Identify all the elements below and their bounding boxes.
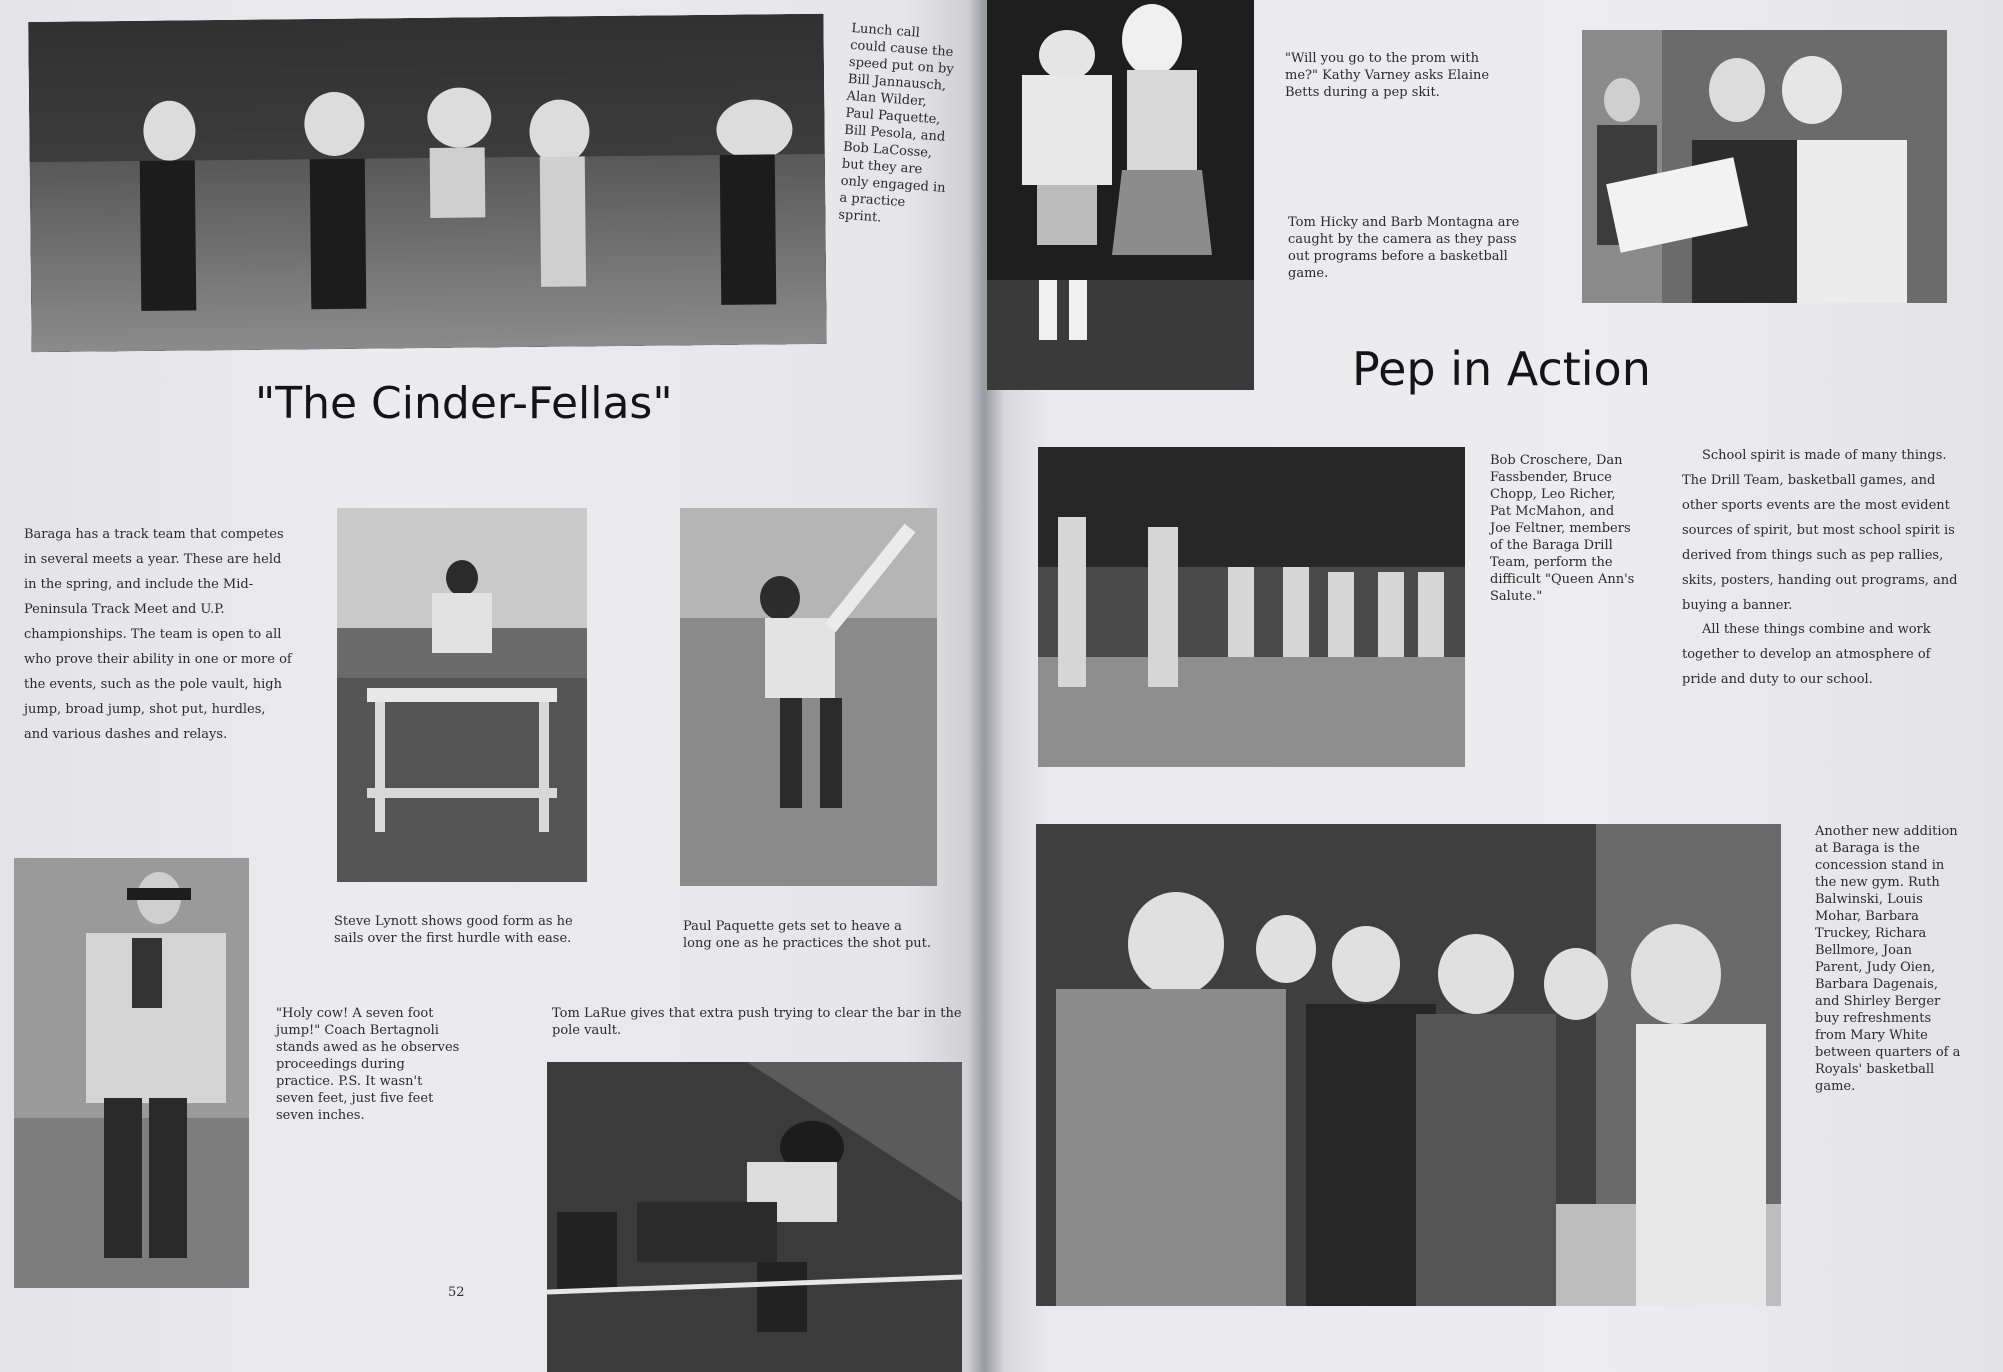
sprint-photo <box>28 14 826 352</box>
school-spirit-text-2: All these things combine and work together to develop an atmosphere of pride and duty to our school. <box>1682 622 1931 687</box>
school-spirit-text: School spirit is made of many things. The Drill Team, basketball games, and other sports events are the most evident sources of spirit, but most school spirit is derived from things such as pep rallies, skits, posters, handing out programs, and buying a banner. <box>1682 448 1958 613</box>
hurdle-caption: Steve Lynott shows good form as he sails over the first hurdle with ease. <box>334 914 573 946</box>
drill-team-caption: Bob Croschere, Dan Fassbender, Bruce Chopp, Leo Richer, Pat McMahon, and Joe Feltner, members of the Baraga Drill Team, perform the difficult "Queen Ann's Salute." <box>1490 453 1635 604</box>
shot-put-photo <box>680 508 937 886</box>
page-number: 52 <box>448 1285 465 1300</box>
right-headline: Pep in Action <box>1352 342 1651 396</box>
sprint-caption: Lunch call could cause the speed put on by Bill Jannausch, Alan Wilder, Paul Paquette, Bill Pesola, and Bob LaCosse, but they are only engaged in a practice sprint. <box>837 20 955 226</box>
concession-stand-photo <box>1036 824 1781 1306</box>
pole-vault-photo <box>547 1062 962 1372</box>
programs-caption: Tom Hicky and Barb Montagna are caught by the camera as they pass out programs before a basketball game. <box>1288 215 1520 281</box>
drill-team-photo <box>1038 447 1465 767</box>
coach-caption: "Holy cow! A seven foot jump!" Coach Bertagnoli stands awed as he observes proceedings during practice. P.S. It wasn't seven feet, just five feet seven inches. <box>276 1006 460 1123</box>
pole-vault-caption: Tom LaRue gives that extra push trying to clear the bar in the pole vault. <box>552 1006 962 1038</box>
coach-photo <box>14 858 249 1288</box>
programs-photo <box>1582 30 1947 303</box>
prom-caption: "Will you go to the prom with me?" Kathy Varney asks Elaine Betts during a pep skit. <box>1285 51 1490 100</box>
prom-skit-photo <box>987 0 1254 390</box>
shot-put-caption: Paul Paquette gets set to heave a long one as he practices the shot put. <box>683 919 932 951</box>
track-team-text: Baraga has a track team that competes in several meets a year. These are held in the spring, and include the Mid-Peninsula Track Meet and U.P. championships. The team is open to all who prove their ability in one or more of the events, such as the pole vault, high jump, broad jump, shot put, hurdles, and various dashes and relays. <box>24 527 292 742</box>
hurdle-photo <box>337 508 587 882</box>
left-headline: "The Cinder-Fellas" <box>255 378 673 429</box>
concession-caption: Another new addition at Baraga is the concession stand in the new gym. Ruth Balwinski, Louis Mohar, Barbara Truckey, Richara Bellmore, Joan Parent, Judy Oien, Barbara Dagenais, and Shirley Berger buy refreshments from Mary White between quarters of a Royals' basketball game. <box>1815 824 1961 1094</box>
